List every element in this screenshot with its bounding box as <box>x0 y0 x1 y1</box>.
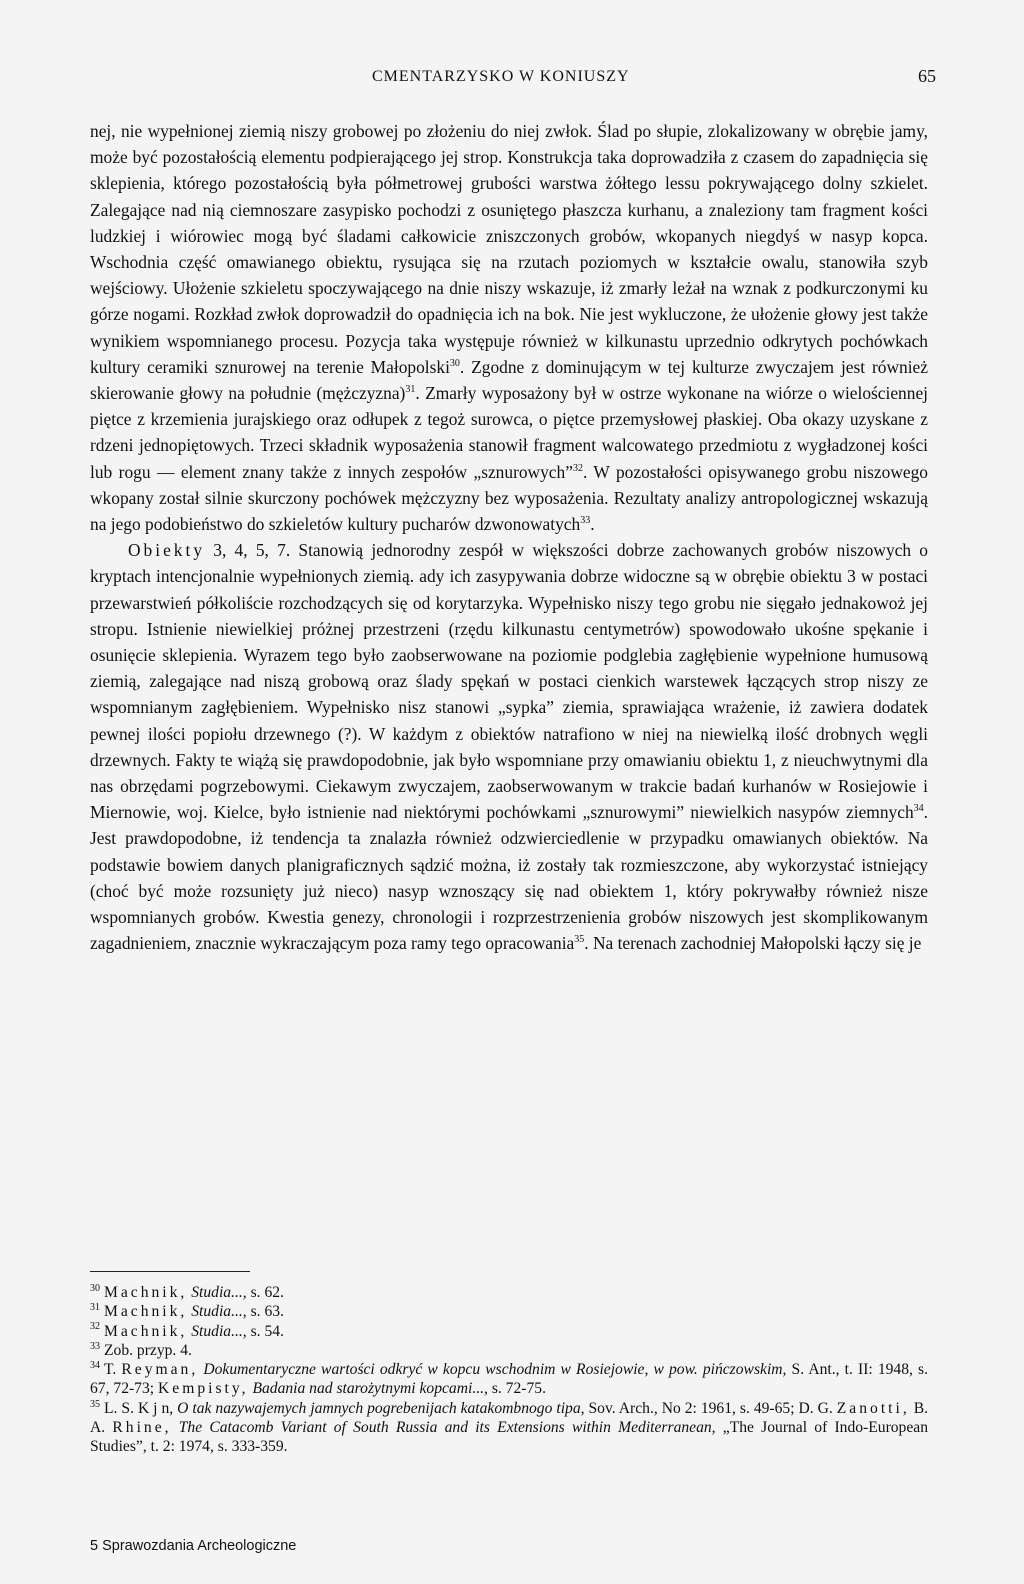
footnote-35: $^{35}$ L. S. K j n, O tak nazywajemych jamnych pogrebenijach katakombnogo tipa, Sov. Arch., No 2: 1961, s. 49-65; D. G. Zanotti, B. A. Rhine, The Catacomb Variant of South Russia and its Extensions within Mediterranean, „The Journal of Indo-European Studies”, t. 2: 1974, s. 333-359. <box>90 1398 928 1456</box>
footnote-divider <box>90 1271 250 1272</box>
spaced-lead: Obiekty <box>128 540 206 561</box>
footnote-ref[interactable]: 31 <box>405 384 416 396</box>
footnote-ref[interactable]: 34 <box>913 803 924 815</box>
body-text <box>90 118 928 957</box>
footnote-30: $^{30}$ Machnik, Studia..., s. 62. <box>90 1282 284 1301</box>
footnote-ref[interactable]: 30 <box>449 358 460 370</box>
footnote-ref[interactable]: 35 <box>574 934 585 946</box>
footnote-32: $^{32}$ Machnik, Studia..., s. 54. <box>90 1321 284 1340</box>
footnote-ref[interactable]: 32 <box>572 462 583 474</box>
footnotes <box>90 1283 928 1457</box>
running-title: CMENTARZYSKO W KONIUSZY <box>372 68 630 85</box>
paragraph-1: nej, nie wypełnionej ziemią niszy grobowej po złożeniu do niej zwłok. Ślad po słupie, zlokalizowany w obrębie jamy, może być pozostałością elementu podpierającego jej strop. Konstrukcja taka doprowadziła z czasem do zapadnięcia się sklepienia, którego pozostałością była półmetrowej grubości warstwa żółtego lessu pokrywającego dolny szkielet. Zalegające nad nią ciemnoszare zasypisko pochodzi z osuniętego płaszcza kurhanu, a znaleziony tam fragment kości ludzkiej i wiórowiec mogą być śladami całkowicie zniszczonych grobów, wkopanych niegdyś w nasyp kopca. Wschodnia część omawianego obiektu, rysująca się na rzutach poziomych w kształcie owalu, stanowiła szyb wejściowy. Ułożenie szkieletu spoczywającego na dnie niszy wskazuje, iż zmarły leżał na wznak z podkurczonymi ku górze nogami. Rozkład zwłok doprowadził do opadnięcia ich na bok. Nie jest wykluczone, że ułożenie głowy jest także wynikiem wspomnianego procesu. Pozycja taka występuje również w kilkunastu uprzednio odkrytych pochówkach kultury ceramiki sznurowej na terenie Małopolski$^{30}$. Zgodne z dominującym w tej kulturze zwyczajem jest również skierowanie głowy na południe (mężczyzna)$^{31}$. Zmarły wyposażony był w ostrze wykonane na wiórze o wielościennej piętce z krzemienia jurajskiego oraz odłupek z tegoż surowca, o piętce przemysłowej płaskiej. Oba okazy uzyskane z rdzeni jednopiętowych. Trzeci składnik wyposażenia stanowił fragment walcowatego przedmiotu z wygładzonej kości lub rogu — element znany także z innych zespołów „sznurowych”$^{32}$. W pozostałości opisywanego grobu niszowego wkopany został silnie skurczony pochówek mężczyzny bez wyposażenia. Rezultaty analizy antropologicznej wskazują na jego podobieństwo do szkieletów kultury pucharów dzwonowatych$^{33}$. <box>90 121 929 535</box>
page-footer: 5 Sprawozdania Archeologiczne <box>90 1538 297 1554</box>
footnote-ref[interactable]: 33 <box>580 515 591 527</box>
running-header <box>0 68 1024 92</box>
page-number: 65 <box>918 66 936 86</box>
footnote-34: $^{34}$ T. Reyman, Dokumentaryczne wartości odkryć w kopcu wschodnim w Rosiejowie, w pow. pińczowskim, S. Ant., t. II: 1948, s. 67, 72-73; Kempisty, Badania nad starożytnymi kopcami..., s. 72-75. <box>90 1360 928 1398</box>
paragraph-2: Obiekty 3, 4, 5, 7. Stanowią jednorodny zespół w większości dobrze zachowanych grobów niszowych o kryptach intencjonalnie wypełnionych ziemią. ady ich zasypywania dobrze widoczne są w obrębie obiektu 3 w postaci przewarstwień półkoliście rozchodzących się od korytarzyka. Wypełnisko niszy tego grobu nie sięgało jednakowoż jej stropu. Istnienie niewielkiej próżnej przestrzeni (rzędu kilkunastu centymetrów) spowodowało ukośne spękanie i osunięcie sklepienia. Wyrazem tego było zaobserwowane na poziomie podglebia zagłębienie wypełnione humusową ziemią, zalegające nad niszą grobową oraz ślady spękań w postaci cienkich warstewek łączących strop niszy ze wspomnianym zagłębieniem. Wypełnisko nisz stanowi „sypka” ziemia, sprawiająca wrażenie, iż zawiera dodatek pewnej ilości popiołu drzewnego (?). W każdym z obiektów natrafiono w niej na niewielką ilość drobnych węgli drzewnych. Fakty te wiążą się prawdopodobnie, jak było wspomniane przy omawianiu obiektu 1, z nieuchwytnymi dla nas obrzędami pogrzebowymi. Ciekawym zwyczajem, zaobserwowanym w trakcie badań kurhanów w Rosiejowie i Miernowie, woj. Kielce, było istnienie nad niektórymi pochówkami „sznurowymi” niewielkich nasypów ziemnych$^{34}$. Jest prawdopodobne, iż tendencja ta znalazła również odzwierciedlenie w przypadku omawianych obiektów. Na podstawie bowiem danych planigraficznych sądzić można, iż zostały tak rozmieszczone, aby wykorzystać istniejący (choć być może rozsunięty już nieco) nasyp wznoszący się nad obiektem 1, który pokrywałby również nisze wspomnianych grobów. Kwestia genezy, chronologii i rozprzestrzenienia grobów niszowych jest skomplikowanym zagadnieniem, znacznie wykraczającym poza ramy tego opracowania$^{35}$. Na terenach zachodniej Małopolski łączy się je <box>90 540 928 954</box>
footnote-33: $^{33}$ Zob. przyp. 4. <box>90 1340 192 1359</box>
footnote-31: $^{31}$ Machnik, Studia..., s. 63. <box>90 1302 284 1321</box>
